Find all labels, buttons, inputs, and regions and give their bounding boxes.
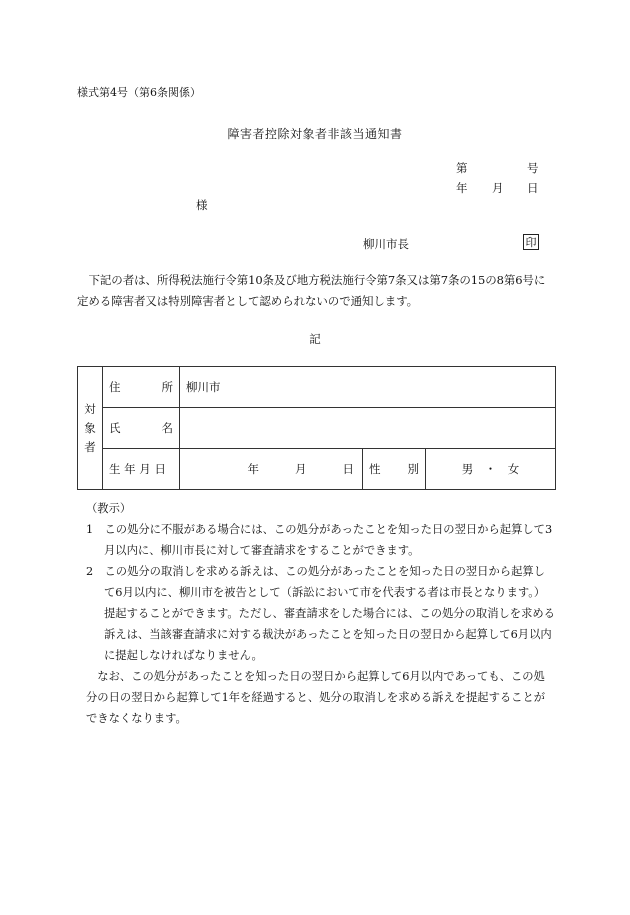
instructions bbox=[86, 498, 556, 729]
instruction-item: 2 この処分の取消しを求める訴えは、この処分があったことを知った日の翌日から起算して6月以内に、柳川市を被告として（訴訟において市を代表する者は市長となります。）提起することができます。ただし、審査請求をした場合には、この処分の取消しを求める訴えは、当該審査請求に対する裁決があったことを知った日の翌日から起算して6月以内に提起しなければなりません。 bbox=[86, 565, 555, 662]
body-text: 下記の者は、所得税法施行令第10条及び地方税法施行令第7条又は第7条の15の8第6号に定める障害者又は特別障害者として認められないので通知します。 bbox=[77, 273, 546, 308]
date-month: 月 bbox=[492, 181, 504, 195]
address-value: 柳川市 bbox=[180, 367, 556, 408]
subject-table bbox=[77, 366, 556, 490]
subject-label: 対 象 者 bbox=[78, 367, 103, 490]
ki-label: 記 bbox=[309, 332, 321, 346]
sex-value: 男 ・ 女 bbox=[426, 449, 556, 490]
seal-mark: 印 bbox=[523, 234, 539, 250]
doc-number-suffix: 号 bbox=[527, 161, 539, 175]
sex-label: 性 別 bbox=[363, 449, 426, 490]
form-number: 様式第4号（第6条関係） bbox=[77, 86, 201, 99]
document-title: 障害者控除対象者非該当通知書 bbox=[227, 127, 403, 141]
instruction-item: 1 この処分に不服がある場合には、この処分があったことを知った日の翌日から起算して3月以内に、柳川市長に対して審査請求をすることができます。 bbox=[86, 523, 553, 557]
addressee-suffix: 様 bbox=[196, 198, 208, 212]
name-value bbox=[180, 408, 556, 449]
birth-label: 生 年 月 日 bbox=[103, 449, 180, 490]
issuer: 柳川市長 bbox=[363, 237, 409, 251]
date-year: 年 bbox=[456, 181, 468, 195]
instructions-heading: （教示） bbox=[86, 502, 132, 515]
date-day: 日 bbox=[527, 181, 539, 195]
instruction-note: なお、この処分があったことを知った日の翌日から起算して6月以内であっても、この処分の日の翌日から起算して1年を経過すると、処分の取消しを求める訴えを提起することができなくなります。 bbox=[86, 670, 546, 725]
address-label: 住 所 bbox=[103, 367, 180, 408]
name-label: 氏 名 bbox=[103, 408, 180, 449]
doc-number-prefix: 第 bbox=[456, 161, 468, 175]
birth-value: 年 月 日 bbox=[180, 449, 363, 490]
